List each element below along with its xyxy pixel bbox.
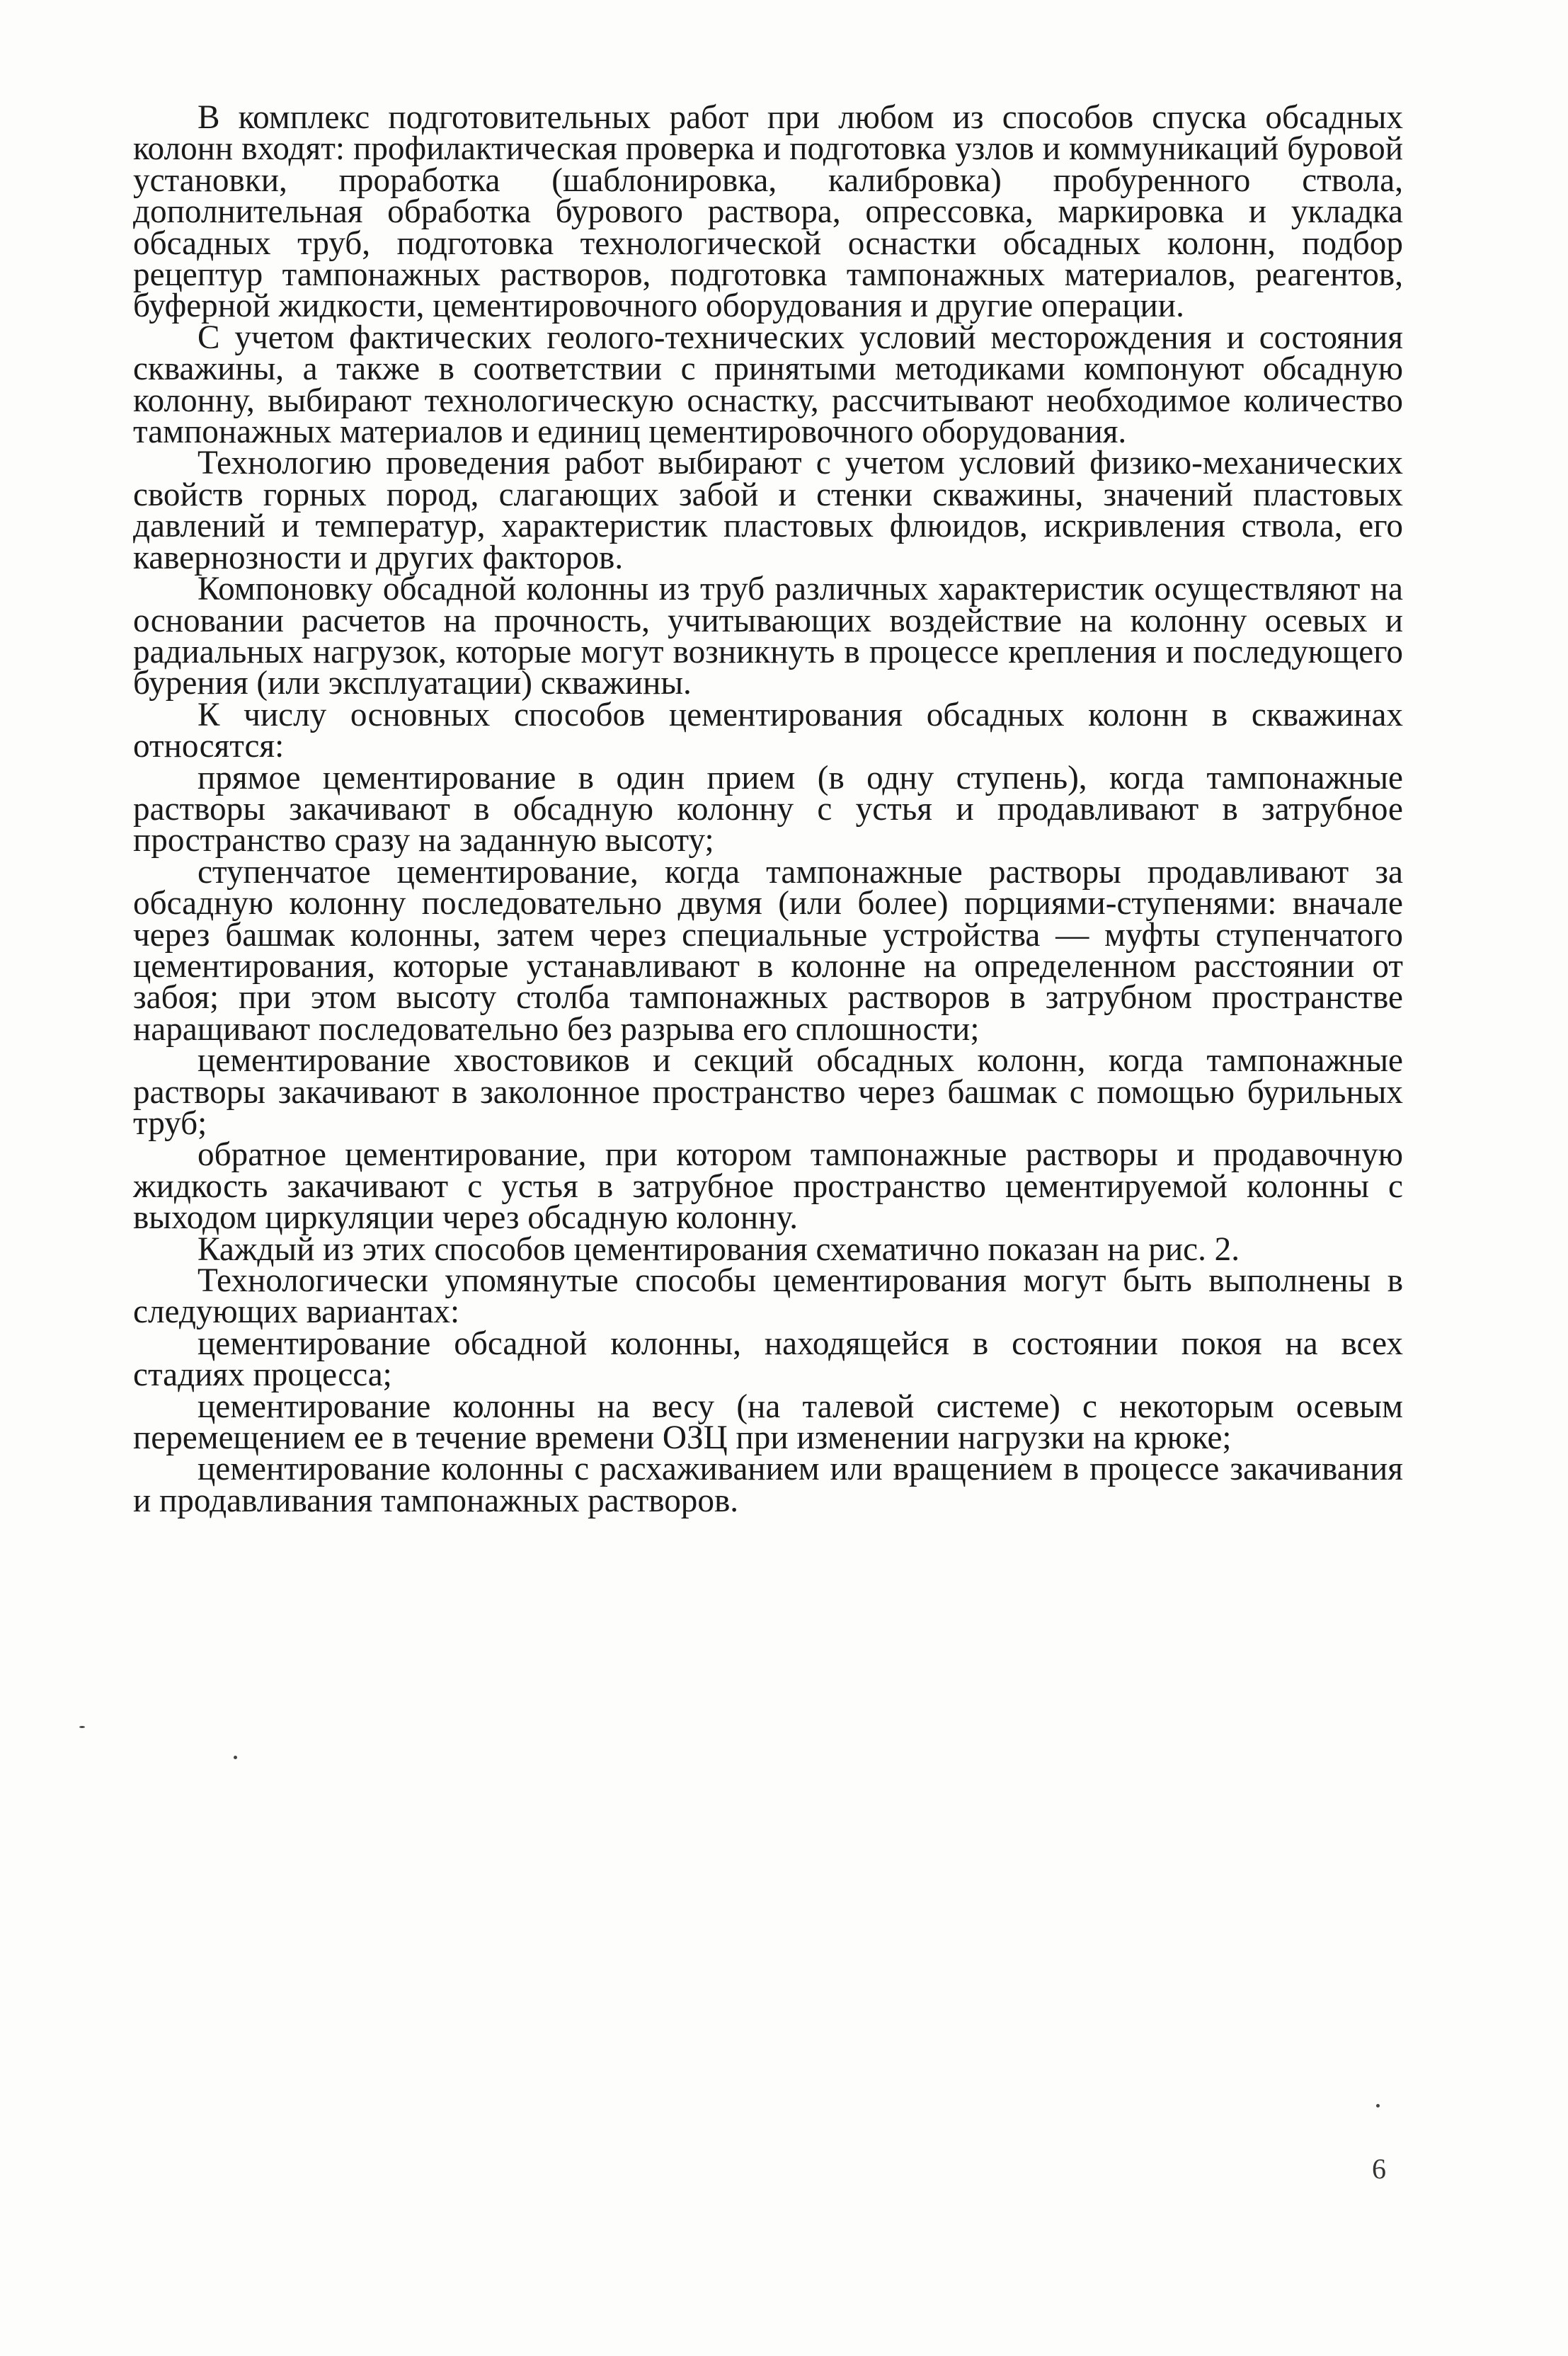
scan-speck: [79, 1726, 85, 1728]
list-item-stage-cementing: ступенчатое цементирование, когда тампонажные растворы продавливают за обсадную колонну последовательно двумя (или более) порциями-ступенями: вначале через башмак колонны, затем через специальные устройства — муфты ступенчатого цементирования, которые устанавливают в колонне на определенном расстоянии от забоя; при этом высоту столба тампонажных растворов в затрубном пространстве наращивают последовательно без разрыва его сплошности;: [133, 853, 1403, 1048]
paragraph-geological-conditions: С учетом фактических геолого-технических условий месторождения и состояния скважины, а также в соответствии с принятыми методиками компонуют обсадную колонну, выбирают технологическую оснастку, рассчитывают необходимое количество тампонажных материалов и единиц цементировочного оборудования.: [133, 319, 1403, 451]
list-item-reciprocating-column: цементирование колонны с расхаживанием или вращением в процессе закачивания и продавливания тампонажных растворов.: [133, 1451, 1403, 1519]
list-item-direct-cementing: прямое цементирование в один прием (в одну ступень), когда тампонажные растворы закачивают в обсадную колонну с устья и продавливают в затрубное пространство сразу на заданную высоту;: [133, 759, 1403, 859]
scan-speck: [1376, 2104, 1380, 2108]
paragraph-preparatory-works: В комплекс подготовительных работ при любом из способов спуска обсадных колонн входят: профилактическая проверка и подготовка узлов и коммуникаций буровой установки, проработка (шаблонировка, калибровка) пробуренного ствола, дополнительная обработка бурового раствора, опрессовка, маркировка и укладка обсадных труб, подготовка технологической оснастки обсадных колонн, подбор рецептур тампонажных растворов, подготовка тампонажных материалов, реагентов, буферной жидкости, цементировочного оборудования и другие операции.: [133, 99, 1403, 325]
list-item-liner-cementing: цементирование хвостовиков и секций обсадных колонн, когда тампонажные растворы закачивают в заколонное пространство через башмак с помощью бурильных труб;: [133, 1042, 1403, 1142]
body-text: [133, 99, 1403, 1519]
list-item-reverse-cementing: обратное цементирование, при котором тампонажные растворы и продавочную жидкость закачивают с устья в затрубное пространство цементируемой колонны с выходом циркуляции через обсадную колонну.: [133, 1136, 1403, 1237]
list-item-suspended-column: цементирование колонны на весу (на талевой системе) с некоторым осевым перемещением ее в течение времени ОЗЦ при изменении нагрузки на крюке;: [133, 1388, 1403, 1457]
paragraph-variants-intro: Технологически упомянутые способы цементирования могут быть выполнены в следующих вариантах:: [133, 1262, 1403, 1331]
page-number: 6: [1372, 2153, 1386, 2185]
paragraph-technology-selection: Технологию проведения работ выбирают с учетом условий физико-механических свойств горных пород, слагающих забой и стенки скважины, значений пластовых давлений и температур, характеристик пластовых флюидов, искривления ствола, его кавернозности и других факторов.: [133, 445, 1403, 576]
paragraph-figure-reference: Каждый из этих способов цементирования схематично показан на рис. 2.: [198, 1230, 1240, 1268]
scan-speck: [234, 1756, 237, 1759]
list-item-static-column: цементирование обсадной колонны, находящейся в состоянии покоя на всех стадиях процесса;: [133, 1325, 1403, 1394]
paragraph-casing-layout: Компоновку обсадной колонны из труб различных характеристик осуществляют на основании расчетов на прочность, учитывающих воздействие на колонну осевых и радиальных нагрузок, которые могут возникнуть в процессе крепления и последующего бурения (или эксплуатации) скважины.: [133, 571, 1403, 702]
paragraph-cementing-methods-intro: К числу основных способов цементирования обсадных колонн в скважинах относятся:: [133, 696, 1403, 765]
